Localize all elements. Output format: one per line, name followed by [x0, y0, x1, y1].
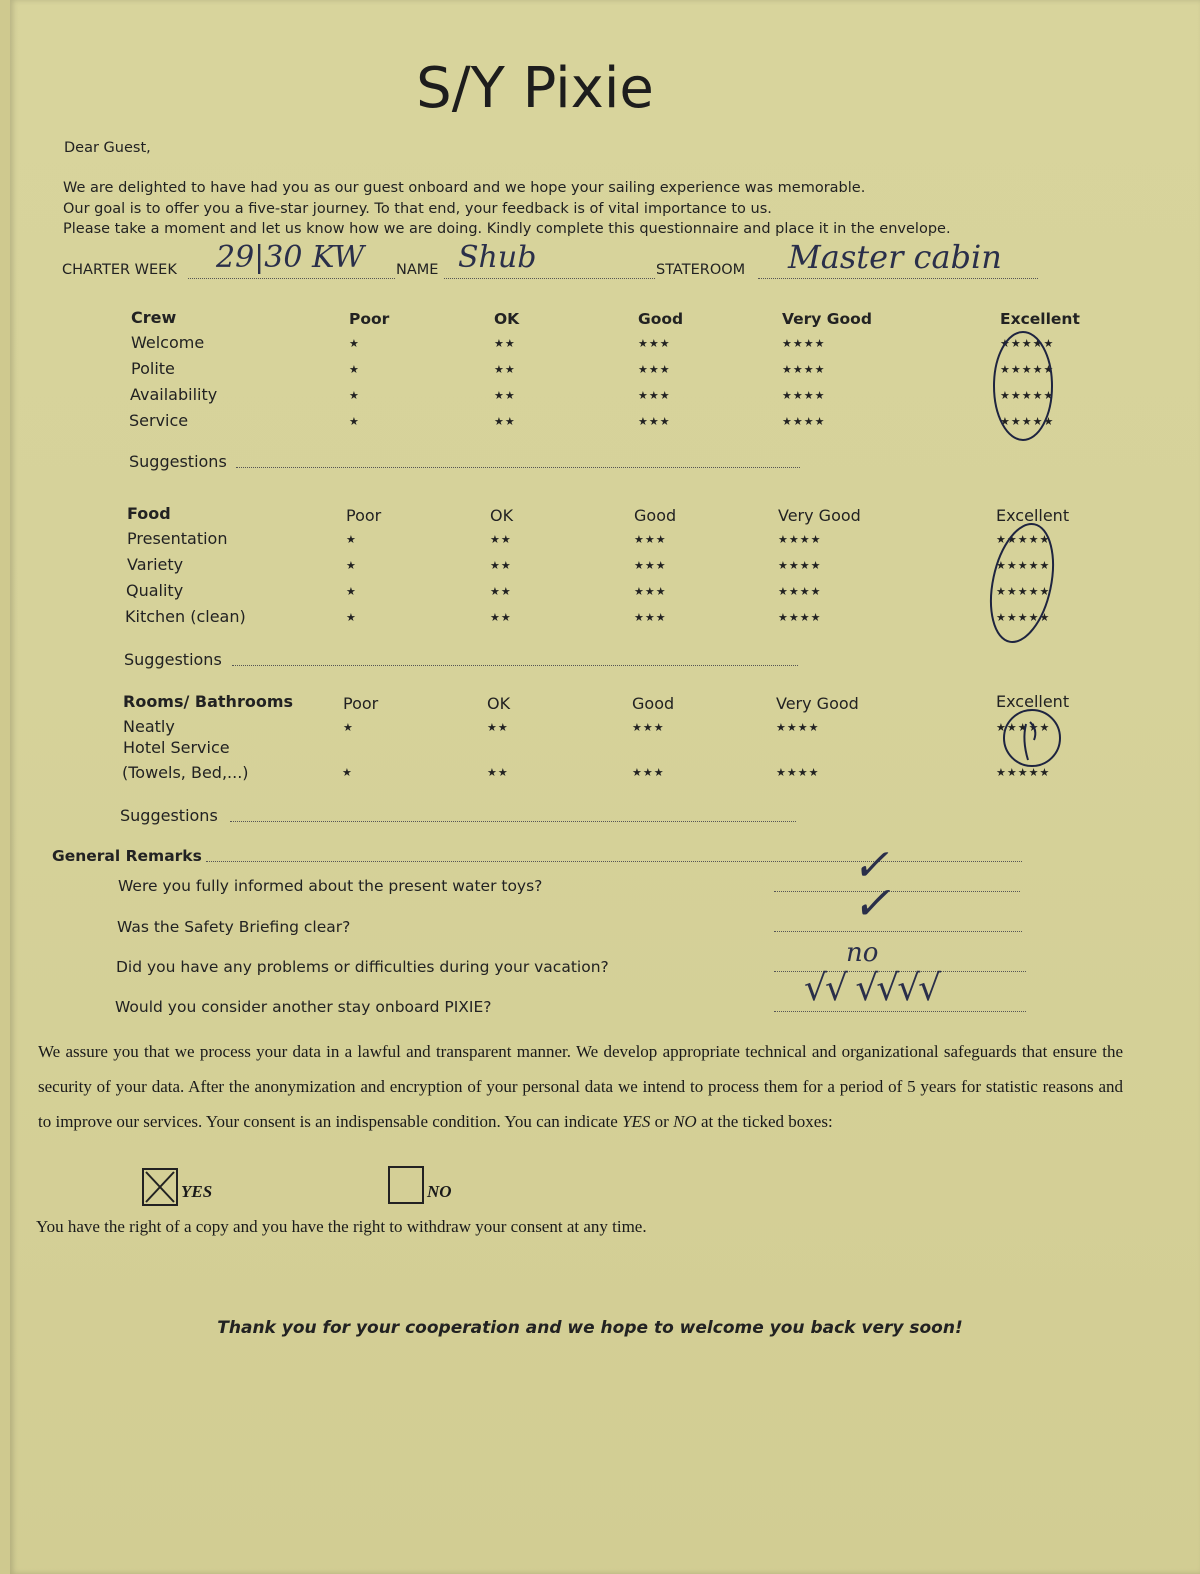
question-water-toys: Were you fully informed about the present water toys? [118, 877, 543, 895]
star-rating[interactable]: ★ [346, 585, 357, 598]
star-rating[interactable]: ★ [349, 363, 360, 376]
star-rating[interactable]: ★★★★ [782, 389, 826, 402]
stateroom-value[interactable]: Master cabin [788, 238, 1002, 276]
name-line [444, 278, 655, 279]
question-problems: Did you have any problems or difficulties during your vacation? [116, 958, 609, 976]
star-rating[interactable]: ★★★ [632, 766, 665, 779]
answer-safety-briefing[interactable]: ✓ [852, 876, 891, 930]
star-rating[interactable]: ★★★★ [782, 363, 826, 376]
rating-header-ok: OK [494, 310, 520, 328]
star-rating[interactable]: ★★★ [638, 337, 671, 350]
star-rating[interactable]: ★ [349, 389, 360, 402]
answer-water-toys[interactable]: ✓ [852, 840, 889, 891]
rooms-item-neatly: Neatly [123, 717, 175, 736]
privacy-no-word: NO [673, 1112, 697, 1131]
answer-problems[interactable]: no [846, 938, 879, 968]
answer-another-stay[interactable]: √√ √√√√ [804, 968, 940, 1009]
general-remarks-title: General Remarks [52, 847, 202, 865]
consent-no-checkbox[interactable] [388, 1166, 424, 1204]
data-privacy-notice [38, 1034, 1123, 1139]
rating-header-good: Good [638, 310, 684, 328]
food-item-quality: Quality [126, 581, 184, 600]
star-rating[interactable]: ★ [343, 721, 354, 734]
crew-suggestions-label: Suggestions [129, 452, 227, 471]
star-rating[interactable]: ★★★★★ [996, 559, 1051, 572]
star-rating[interactable]: ★ [349, 337, 360, 350]
closing-message: Thank you for your cooperation and we hope to welcome you back very soon! [217, 1318, 963, 1338]
star-rating[interactable]: ★ [346, 533, 357, 546]
charter-week-line [188, 278, 395, 279]
consent-yes-label: YES [181, 1182, 213, 1201]
rating-header-excellent: Excellent [996, 506, 1070, 525]
privacy-tail: at the ticked boxes: [700, 1112, 833, 1131]
charter-week-value[interactable]: 29|30 KW [216, 240, 365, 275]
crew-item-availability: Availability [130, 385, 218, 404]
star-rating[interactable]: ★ [346, 559, 357, 572]
rating-header-poor: Poor [346, 506, 382, 525]
crew-suggestions-line[interactable] [236, 467, 800, 468]
star-rating[interactable]: ★★★★★ [1000, 415, 1055, 428]
rooms-suggestions-label: Suggestions [120, 806, 218, 825]
star-rating[interactable]: ★★ [490, 611, 512, 624]
star-rating[interactable]: ★★★★ [782, 337, 826, 350]
crew-item-service: Service [129, 411, 189, 430]
consent-no-label: NO [427, 1182, 452, 1201]
food-item-presentation: Presentation [127, 529, 228, 548]
intro-line-2: Our goal is to offer you a five-star journey. To that end, your feedback is of vital importance to us. [63, 201, 772, 217]
stateroom-line [758, 278, 1038, 279]
rating-header-very-good: Very Good [782, 310, 872, 328]
rating-header-good: Good [634, 506, 677, 525]
star-rating[interactable]: ★ [342, 766, 353, 779]
rating-header-good: Good [632, 694, 675, 713]
star-rating[interactable]: ★★★ [634, 611, 667, 624]
answer-line[interactable] [774, 1011, 1026, 1012]
rating-header-excellent: Excellent [1000, 310, 1080, 328]
star-rating[interactable]: ★★★★★ [1000, 363, 1055, 376]
rating-header-excellent: Excellent [996, 692, 1070, 711]
star-rating[interactable]: ★★★ [638, 415, 671, 428]
charter-week-label: CHARTER WEEK [62, 262, 177, 278]
rating-header-poor: Poor [343, 694, 379, 713]
star-rating[interactable]: ★★★★ [778, 611, 822, 624]
food-suggestions-line[interactable] [232, 665, 798, 666]
food-excellent-circle-mark [986, 508, 1060, 648]
star-rating[interactable]: ★ [346, 611, 357, 624]
food-item-variety: Variety [127, 555, 184, 574]
star-rating[interactable]: ★★ [494, 389, 516, 402]
rating-header-poor: Poor [349, 310, 390, 328]
star-rating[interactable]: ★★★★ [776, 721, 820, 734]
star-rating[interactable]: ★★★ [634, 559, 667, 572]
star-rating[interactable]: ★★★★ [776, 766, 820, 779]
star-rating[interactable]: ★★ [494, 415, 516, 428]
question-another-stay: Would you consider another stay onboard PIXIE? [115, 998, 492, 1016]
intro-line-3: Please take a moment and let us know how we are doing. Kindly complete this questionnaire and place it in the envelope. [63, 221, 951, 237]
star-rating[interactable]: ★★★★★ [996, 766, 1051, 779]
star-rating[interactable]: ★★★ [638, 363, 671, 376]
name-label: NAME [396, 262, 439, 278]
section-title-food: Food [127, 504, 171, 523]
star-rating[interactable]: ★★★ [638, 389, 671, 402]
star-rating[interactable]: ★★ [494, 363, 516, 376]
star-rating[interactable]: ★★★ [634, 585, 667, 598]
star-rating[interactable]: ★★★★★ [996, 533, 1051, 546]
question-safety-briefing: Was the Safety Briefing clear? [117, 918, 351, 936]
rooms-suggestions-line[interactable] [230, 821, 796, 822]
star-rating[interactable]: ★★★★ [778, 559, 822, 572]
intro-line-1: We are delighted to have had you as our guest onboard and we hope your sailing experience was memorable. [63, 180, 866, 196]
greeting: Dear Guest, [64, 140, 151, 156]
rating-header-ok: OK [487, 694, 511, 713]
star-rating[interactable]: ★★ [490, 533, 512, 546]
food-suggestions-label: Suggestions [124, 650, 222, 669]
section-title-crew: Crew [131, 308, 177, 327]
star-rating[interactable]: ★★ [487, 766, 509, 779]
star-rating[interactable]: ★ [349, 415, 360, 428]
consent-yes-checkbox[interactable] [142, 1168, 178, 1206]
star-rating[interactable]: ★★★★★ [996, 611, 1051, 624]
star-rating[interactable]: ★★ [490, 585, 512, 598]
star-rating[interactable]: ★★★★ [778, 585, 822, 598]
rating-header-very-good: Very Good [776, 694, 859, 713]
crew-excellent-circle-mark [990, 322, 1060, 442]
answer-line[interactable] [774, 891, 1020, 892]
privacy-yes-word: YES [622, 1112, 651, 1131]
privacy-text: We assure you that we process your data in a lawful and transparent manner. We develop appropriate technical and organizational safeguards that ensure the security of your data. After the anonymization and encryption of your personal data we intend to process them for a period of 5 years for statistic reasons and to improve our services. Your consent is an indispensable condition. You can indicate [38, 1042, 1123, 1131]
crew-item-welcome: Welcome [131, 333, 205, 352]
privacy-or-word: or [654, 1112, 669, 1131]
rooms-item-towels-bed: (Towels, Bed,...) [122, 763, 249, 782]
star-rating[interactable]: ★★★★★ [996, 585, 1051, 598]
general-remarks-line[interactable] [206, 861, 1022, 862]
food-item-kitchen: Kitchen (clean) [125, 607, 246, 626]
star-rating[interactable]: ★★ [487, 721, 509, 734]
rooms-excellent-circle-mark [1000, 706, 1066, 770]
star-rating[interactable]: ★★★★★ [996, 721, 1051, 734]
answer-line[interactable] [774, 931, 1022, 932]
crew-item-polite: Polite [131, 359, 175, 378]
stateroom-label: STATEROOM [656, 262, 746, 278]
star-rating[interactable]: ★★ [494, 337, 516, 350]
name-value[interactable]: Shub [458, 240, 537, 275]
page-title: S/Y Pixie [416, 56, 654, 121]
star-rating[interactable]: ★★★★ [778, 533, 822, 546]
star-rating[interactable]: ★★★★★ [1000, 389, 1055, 402]
section-title-rooms: Rooms/ Bathrooms [123, 692, 294, 711]
checkbox-cross-icon [144, 1170, 176, 1204]
star-rating[interactable]: ★★★ [634, 533, 667, 546]
star-rating[interactable]: ★★★ [632, 721, 665, 734]
star-rating[interactable]: ★★ [490, 559, 512, 572]
rating-header-very-good: Very Good [778, 506, 861, 525]
star-rating[interactable]: ★★★★ [782, 415, 826, 428]
rooms-item-hotel-service: Hotel Service [123, 738, 230, 757]
consent-rights-text: You have the right of a copy and you have the right to withdraw your consent at any time. [36, 1217, 647, 1236]
star-rating[interactable]: ★★★★★ [1000, 337, 1055, 350]
rating-header-ok: OK [490, 506, 514, 525]
